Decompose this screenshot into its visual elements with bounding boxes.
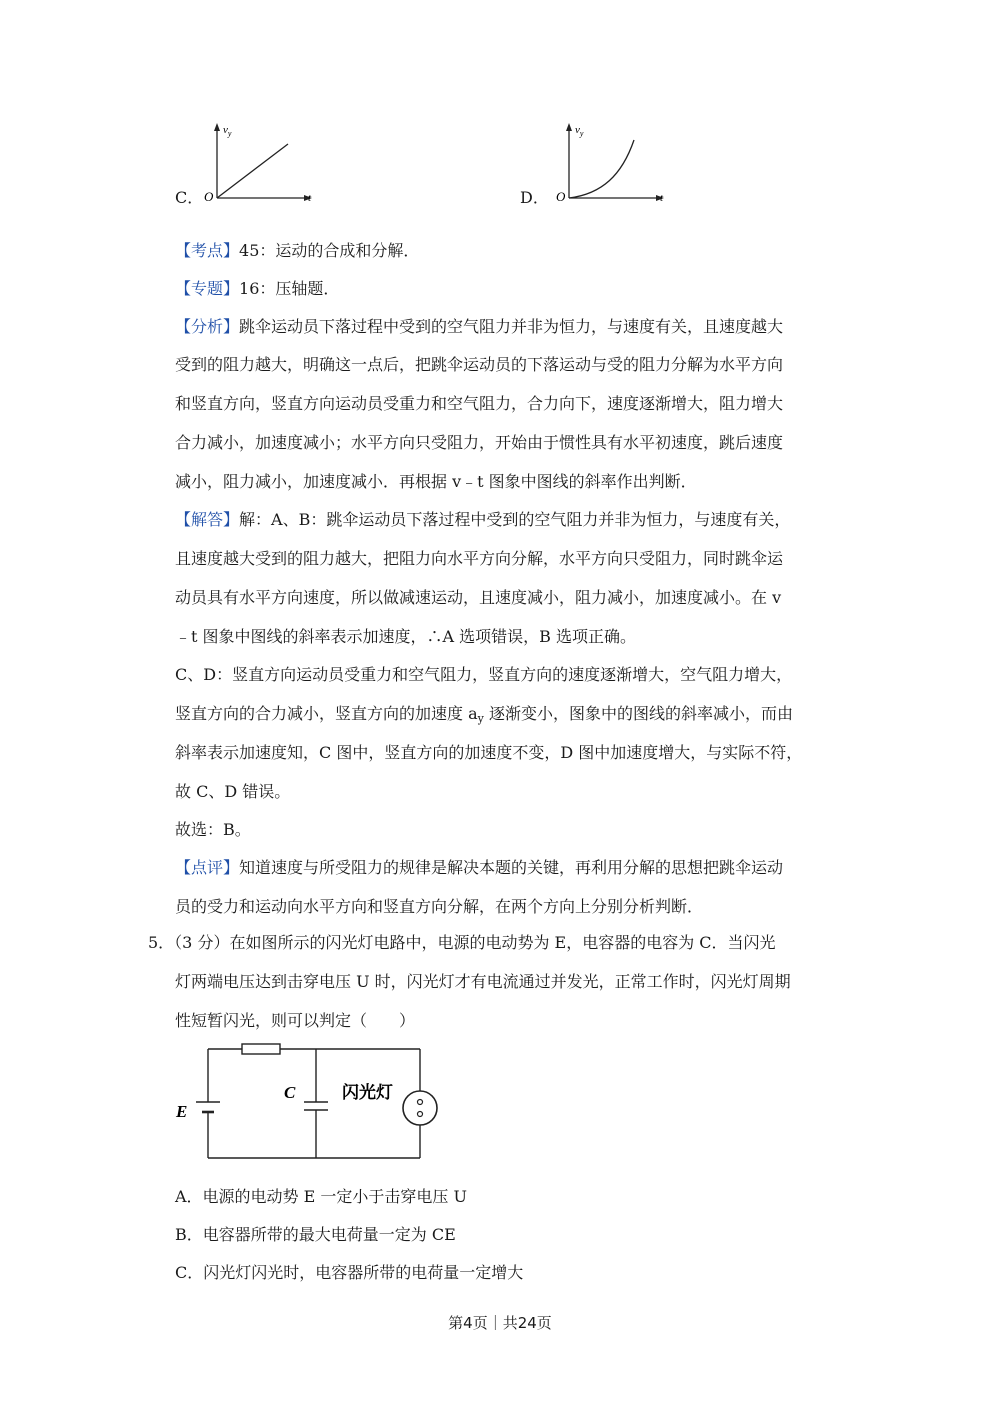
jieda-line-4: ﹣t 图象中图线的斜率表示加速度，∴A 选项错误，B 选项正确。	[175, 627, 637, 646]
zhuanti-line	[175, 279, 339, 299]
fenxi-line-1	[175, 317, 783, 337]
jieda-tag: 【解答】	[175, 510, 240, 529]
circuit-lamp-label: 闪光灯	[342, 1083, 393, 1103]
kaodian-tag: 【考点】	[175, 241, 240, 260]
jieda-text-1: 解：A、B：跳伞运动员下落过程中受到的空气阻力并非为恒力，与速度有关，	[239, 510, 791, 529]
graph-c	[200, 120, 320, 210]
resistor	[242, 1044, 280, 1054]
graph-c-line	[217, 144, 288, 198]
graph-d-origin: O	[556, 189, 566, 204]
graph-d-y-label: $v_y$	[575, 124, 584, 138]
kaodian-text: 45：运动的合成和分解．	[239, 241, 420, 260]
jieda-line-3: 动员具有水平方向速度，所以做减速运动，且速度减小，阻力减小，加速度减小。在 v	[175, 588, 782, 607]
q5-stem-line-2: 灯两端电压达到击穿电压 U 时，闪光灯才有电流通过并发光，正常工作时，闪光灯周期	[175, 972, 791, 991]
option-d-label: D．	[520, 188, 549, 207]
jieda-line-9: 故选：B。	[175, 820, 251, 839]
zhuanti-text: 16：压轴题．	[239, 279, 340, 298]
zhuanti-tag: 【专题】	[175, 279, 240, 298]
page-footer: 第4页｜共24页	[448, 1314, 552, 1332]
q5-stem-line-3: 性短暂闪光，则可以判定（ ）	[175, 1011, 416, 1030]
dianping-line-2: 员的受力和运动向水平方向和竖直方向分解，在两个方向上分别分析判断．	[175, 897, 704, 916]
jieda-line-5: C、D：竖直方向运动员受重力和空气阻力，竖直方向的速度逐渐增大，空气阻力增大，	[175, 665, 793, 684]
graph-c-x-label: t	[308, 192, 312, 204]
dianping-text-1: 知道速度与所受阻力的规律是解决本题的关键，再利用分解的思想把跳伞运动	[239, 858, 784, 877]
kaodian-line	[175, 241, 419, 261]
fenxi-line-2: 受到的阻力越大，明确这一点后，把跳伞运动员的下落运动与受的阻力分解为水平方向	[175, 355, 784, 374]
jieda-line-6-a: 竖直方向的合力减小，竖直方向的加速度 a	[175, 704, 478, 723]
fenxi-line-5: 减小，阻力减小，加速度减小．再根据 v﹣t 图象中图线的斜率作出判断．	[175, 472, 697, 491]
fenxi-line-3: 和竖直方向，竖直方向运动员受重力和空气阻力，合力向下，速度逐渐增大，阻力增大	[175, 394, 784, 413]
graph-c-y-label: $v_y$	[223, 124, 232, 138]
jieda-line-6	[175, 704, 793, 729]
jieda-line-8: 故 C、D 错误。	[175, 782, 291, 801]
graph-c-origin: O	[204, 189, 214, 204]
dianping-tag: 【点评】	[175, 858, 240, 877]
fenxi-tag: 【分析】	[175, 317, 240, 336]
circuit-c-label: C	[284, 1083, 296, 1102]
flash-lamp-icon	[403, 1091, 437, 1125]
jieda-line-7: 斜率表示加速度知，C 图中，竖直方向的加速度不变，D 图中加速度增大，与实际不符，	[175, 743, 803, 762]
circuit-diagram	[170, 1040, 450, 1165]
jieda-line-6-sub: y	[477, 712, 484, 725]
q5-option-c: C．闪光灯闪光时，电容器所带的电荷量一定增大	[175, 1263, 524, 1282]
jieda-line-2: 且速度越大受到的阻力越大，把阻力向水平方向分解，水平方向只受阻力，同时跳伞运	[175, 549, 784, 568]
graph-d-x-label: t	[660, 192, 664, 204]
q5-stem-line-1: 5．（3 分）在如图所示的闪光灯电路中，电源的电动势为 E，电容器的电容为 C．当闪光	[148, 933, 776, 952]
jieda-line-1	[175, 510, 790, 530]
option-c-label: C．	[175, 188, 204, 207]
fenxi-text-1: 跳伞运动员下落过程中受到的空气阻力并非为恒力，与速度有关，且速度越大	[239, 317, 784, 336]
graph-d	[552, 120, 672, 210]
q5-option-a: A．电源的电动势 E 一定小于击穿电压 U	[175, 1187, 467, 1206]
fenxi-line-4: 合力减小，加速度减小；水平方向只受阻力，开始由于惯性具有水平初速度，跳后速度	[175, 433, 784, 452]
q5-option-b: B．电容器所带的最大电荷量一定为 CE	[175, 1225, 456, 1244]
graph-d-curve	[569, 140, 634, 198]
jieda-line-6-b: 逐渐变小，图象中的图线的斜率减小，而由	[483, 704, 793, 723]
dianping-line-1	[175, 858, 783, 878]
circuit-e-label: E	[176, 1102, 188, 1121]
